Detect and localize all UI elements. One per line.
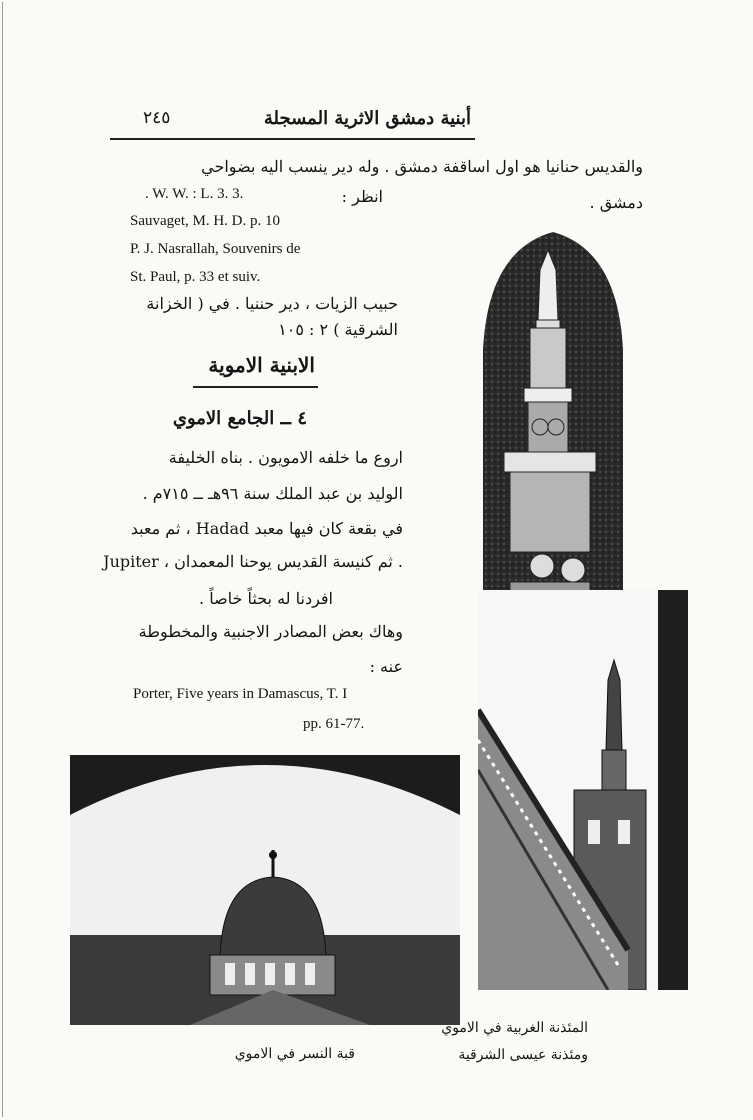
intro-line-1: والقديس حنانيا هو اول اساقفة دمشق . وله دير ينسب اليه بضواحي [201, 157, 643, 176]
heading-rule [193, 386, 318, 388]
section-heading: الابنية الاموية [208, 353, 315, 377]
page-header-title: أبنية دمشق الاثرية المسجلة [263, 108, 471, 129]
caption-minarets-1: المئذنة الغربية في الاموي [441, 1020, 588, 1036]
ref-porter-2: pp. 61-77. [303, 716, 365, 732]
intro-line-2-label: انظر : [341, 187, 383, 206]
minarets-photo [478, 590, 688, 990]
body-line-5: افردنا له بحثاً خاصاً . [199, 589, 333, 608]
section-subheading: ٤ ــ الجامع الاموي [172, 408, 307, 429]
ref-sauvaget: Sauvaget, M. H. D. p. 10 [130, 213, 280, 229]
arabic-ref-2: الشرقية ) ٢ : ١٠٥ [278, 320, 398, 339]
intro-line-2-end: دمشق . [589, 193, 643, 212]
ref-porter-1: Porter, Five years in Damascus, T. I [133, 686, 348, 702]
body-line-2: الوليد بن عبد الملك سنة ٩٦هـ ــ ٧١٥م . [142, 484, 403, 503]
caption-dome: قبة النسر في الاموي [234, 1046, 355, 1062]
body-line-7: عنه : [369, 657, 403, 676]
page-number: ٢٤٥ [143, 108, 171, 128]
ref-nasrallah-2: St. Paul, p. 33 et suiv. [130, 269, 261, 285]
body-line-3: في بقعة كان فيها معبد Hadad ، ثم معبد [130, 519, 403, 538]
minaret-photo [478, 230, 628, 640]
header-rule [110, 138, 475, 140]
arabic-ref-1: حبيب الزيات ، دير حننيا . في ( الخزانة [146, 294, 398, 313]
ref-ww: . W. W. : L. 3. 3. [145, 186, 244, 202]
caption-minarets-2: ومئذنة عيسى الشرقية [458, 1047, 588, 1063]
ref-nasrallah-1: P. J. Nasrallah, Souvenirs de [130, 241, 301, 257]
body-line-6: وهاك بعض المصادر الاجنبية والمخطوطة [138, 622, 403, 641]
body-line-4: Jupiter ، ثم كنيسة القديس يوحنا المعمدان . [103, 552, 403, 571]
dome-photo [70, 755, 460, 1025]
body-line-1: اروع ما خلفه الامويون . بناه الخليفة [168, 448, 403, 467]
